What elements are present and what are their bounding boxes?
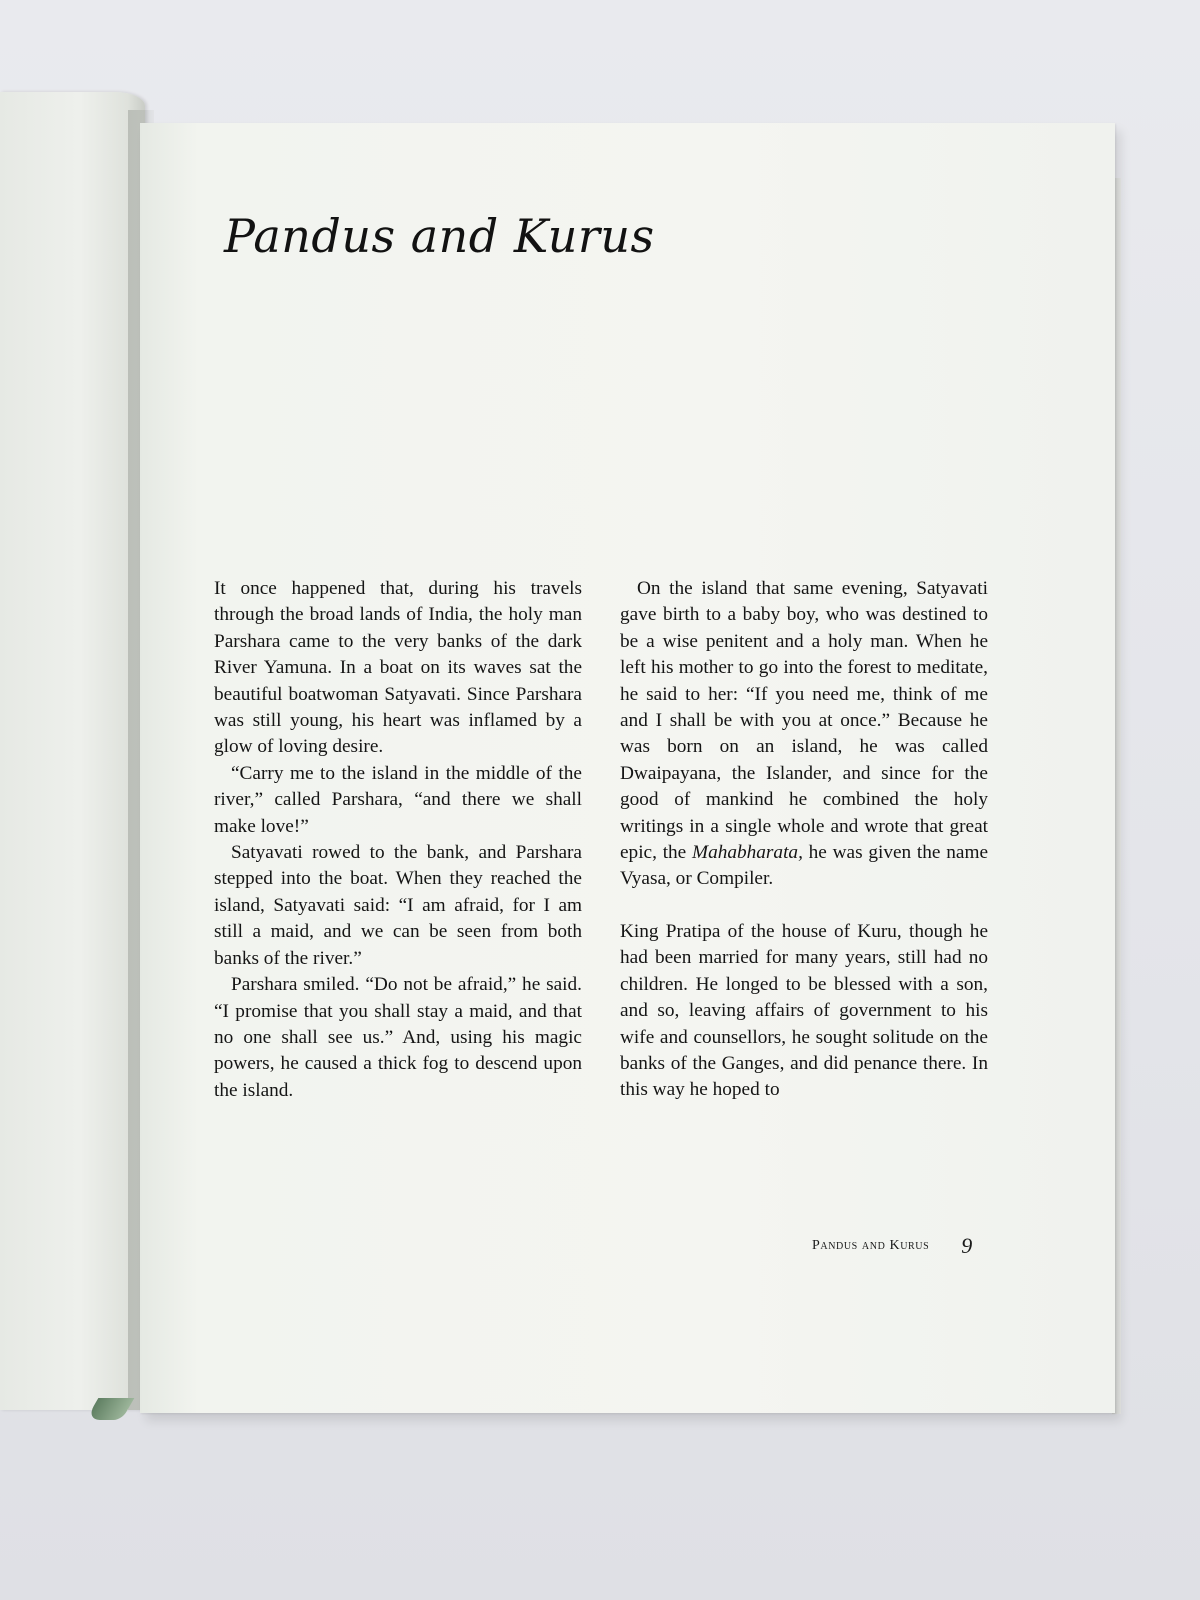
paragraph: Satyavati rowed to the bank, and Parshara stepped into the boat. When they reached the island, Satyavati said: “I am afraid, for I am still a maid, and we can be seen from both banks of the river.” xyxy=(214,842,582,969)
paragraph-text: he was given the name Vyasa, or Compiler. xyxy=(620,842,988,890)
page-number: 9 xyxy=(961,1233,973,1258)
paragraph: Parshara smiled. “Do not be afraid,” he said. “I promise that you shall stay a maid, and that no one shall see us.” And, using his magic powers, he caused a thick fog to descend upon the island. xyxy=(214,974,582,1101)
italic-title-mahabharata: Mahabharata, xyxy=(692,842,803,864)
paragraph: It once happened that, during his travels through the broad lands of India, the holy man Parshara came to the very banks of the dark River Yamuna. In a boat on its waves sat the beautiful boatwoman Satyavati. Since Parshara was still young, his heart was inflamed by a glow of loving desire. xyxy=(214,578,582,758)
text-column-right xyxy=(620,576,988,1104)
paragraph-text: On the island that same evening, Satyavati gave birth to a baby boy, who was destined to be a wise penitent and a holy man. When he left his mother to go into the forest to meditate, he said to her: “If you need me, think of me and I shall be with you at once.” Because he was born on an island, he was called Dwaipayana, the Islander, and since for the good of mankind he combined the holy writings in a single whole and wrote that great epic, the xyxy=(620,578,988,864)
chapter-title: Pandus and Kurus xyxy=(224,209,655,263)
left-page-edge xyxy=(0,92,145,1410)
text-column-left xyxy=(214,576,582,1104)
book-page xyxy=(140,123,1115,1413)
page-footer xyxy=(812,1233,972,1259)
running-head-title: Pandus and Kurus xyxy=(812,1238,930,1253)
paragraph: “Carry me to the island in the middle of the river,” called Parshara, “and there we shall make love!” xyxy=(214,762,582,837)
paragraph xyxy=(620,576,988,893)
paragraph: King Pratipa of the house of Kuru, though he had been married for many years, still had no children. He longed to be blessed with a son, and so, leaving affairs of government to his wife and counsellors, he sought solitude on the banks of the Ganges, and did penance there. In this way he hoped to xyxy=(620,920,988,1101)
